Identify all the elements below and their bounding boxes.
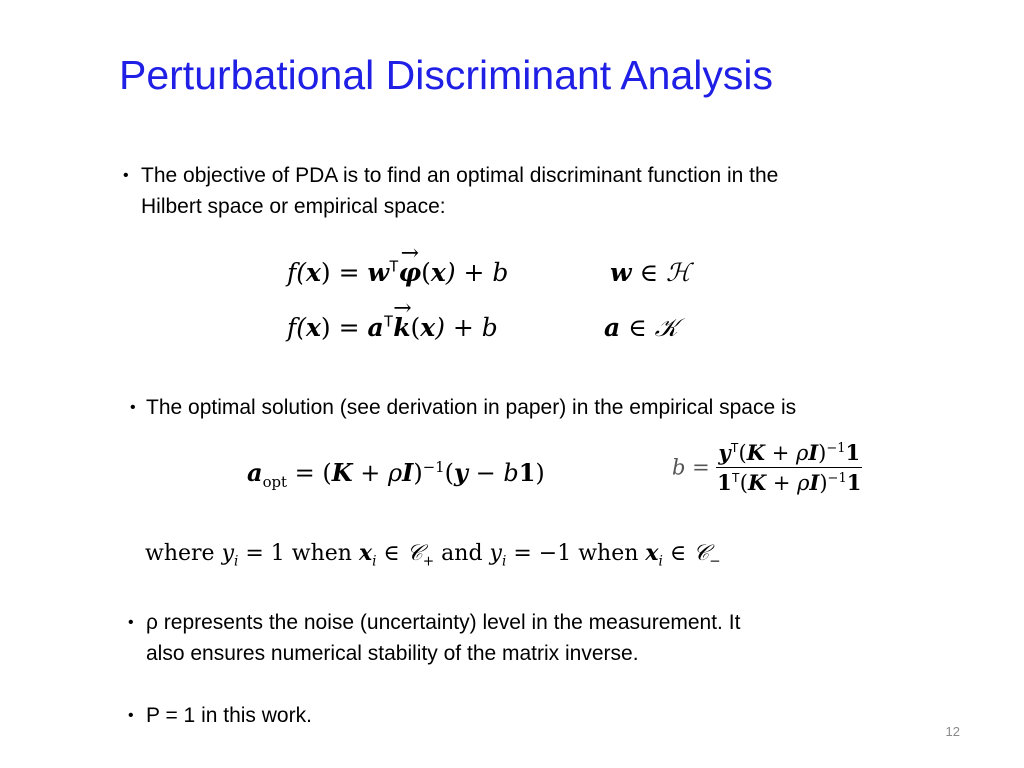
where-condition: where $y_i = 1$ when $x_i$ ∈ 𝒞$_+$ and $y_i = -1$ when $x_i$ ∈ 𝒞$_-$	[145, 540, 721, 570]
equation-a-opt: $a_{opt} = (K + \rho I)^{-1}(y - b1)$	[247, 458, 545, 491]
equation-empirical-condition: a ∈ 𝒦	[604, 313, 678, 342]
equation-b: b = $\frac{y^T(K + \rho I)^{-1}1}{1^T(K + \rho I)^{-1}1}$	[672, 440, 862, 495]
bullet-objective-line2: Hilbert space or empirical space:	[141, 195, 446, 218]
bullet-objective	[123, 160, 961, 222]
bullet-p-value-text: P = 1 in this work.	[146, 704, 312, 727]
bullet-rho-line2: also ensures numerical stability of the matrix inverse.	[146, 642, 639, 665]
bullet-rho	[128, 607, 966, 669]
bullet-marker: •	[128, 707, 134, 724]
bullet-rho-line1: ρ represents the noise (uncertainty) level in the measurement. It	[146, 611, 741, 634]
bullet-optimal-solution-text: The optimal solution (see derivation in paper) in the empirical space is	[146, 396, 797, 419]
bullet-marker: •	[128, 614, 134, 631]
phi-vector: → φ	[399, 258, 422, 287]
equation-hilbert-condition: w ∈ ℋ	[610, 258, 691, 287]
bullet-p-value	[128, 700, 746, 731]
bullet-optimal-solution	[130, 392, 1006, 423]
bullet-objective-line1: The objective of PDA is to find an optimal discriminant function in the	[141, 164, 779, 187]
slide-title: Perturbational Discriminant Analysis	[119, 52, 773, 98]
bullet-marker: •	[130, 399, 136, 416]
fraction-b: $\frac{y^T(K + \rho I)^{-1}1}{1^T(K + \rho I)^{-1}1}$	[717, 440, 862, 495]
bullet-marker: •	[123, 167, 129, 184]
equation-hilbert: $f(x) = w^T\to \varphi(x) + b$	[287, 258, 508, 287]
equation-empirical: $f(x) = a^T\to k(x) + b$	[287, 313, 498, 342]
slide-number: 12	[945, 724, 960, 739]
k-vector: → k	[393, 313, 410, 342]
